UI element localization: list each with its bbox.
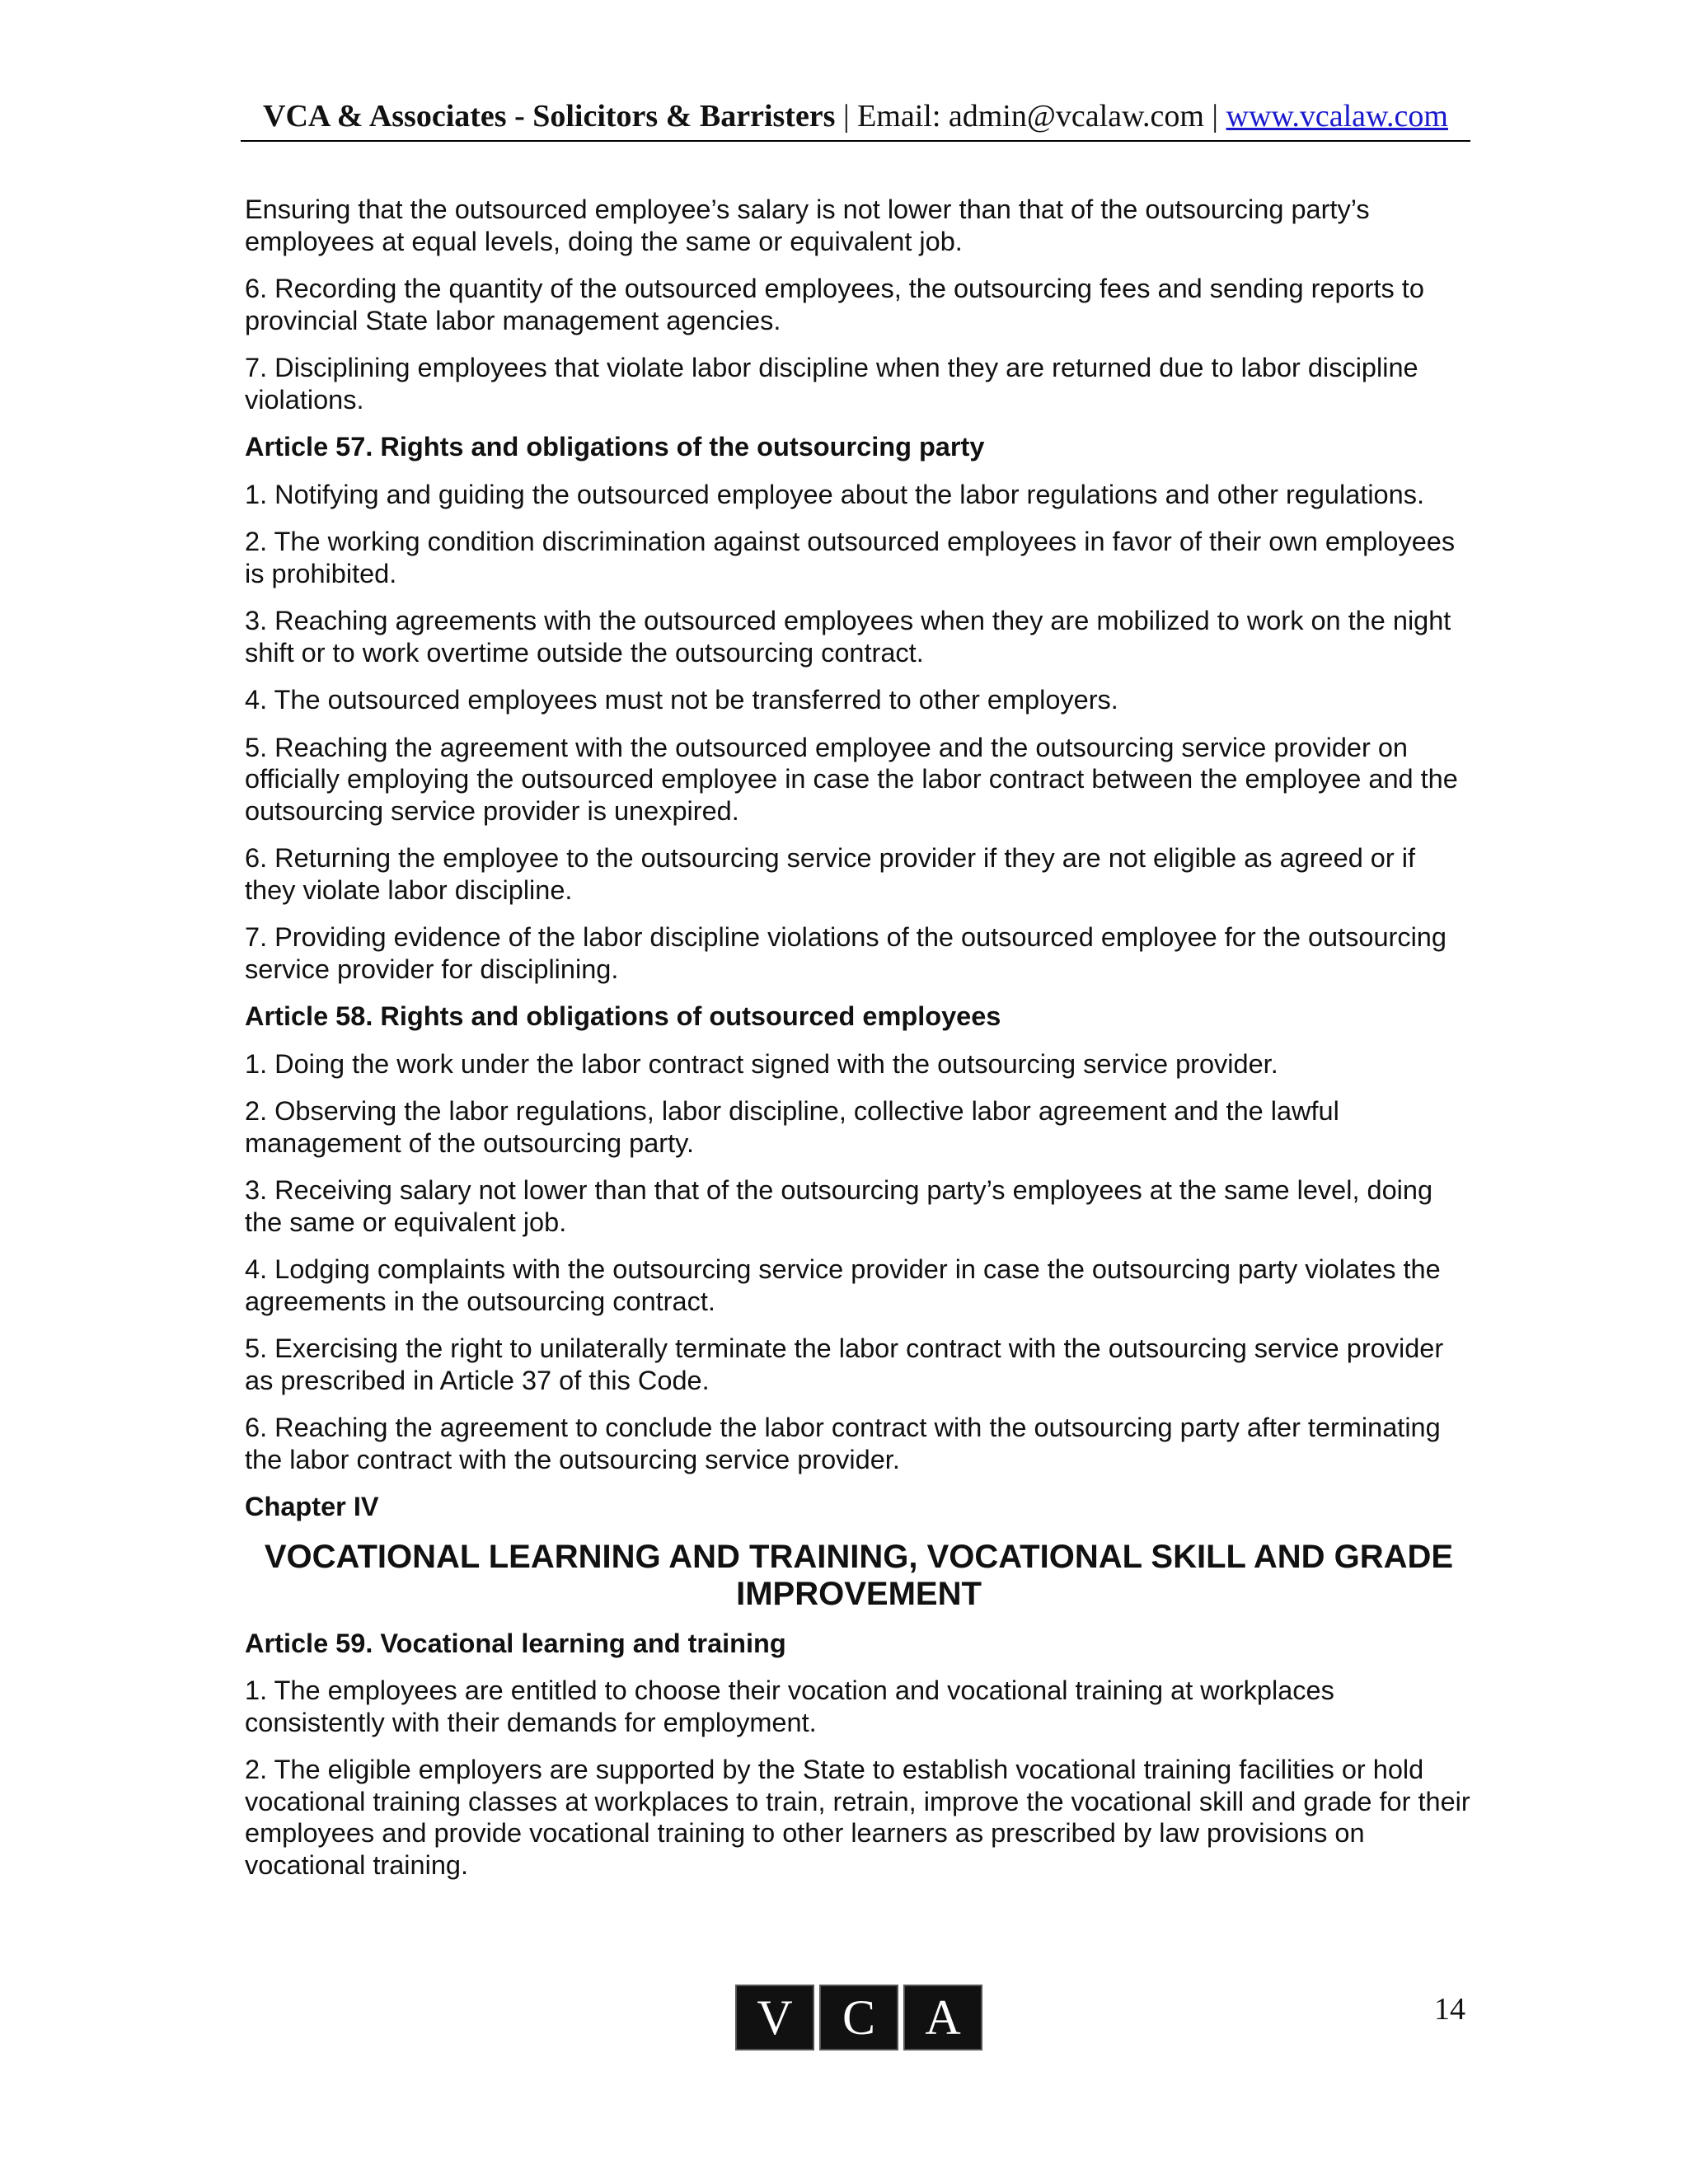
header-separator: | [835,99,858,134]
header-email: Email: admin@vcalaw.com [857,99,1204,134]
article-57-item: 3. Reaching agreements with the outsourced employees when they are mobilized to work on the night shift or to work overtime outside the outsourcing contract. [245,606,1451,668]
paragraph: Ensuring that the outsourced employee’s salary is not lower than that of the outsourcing party’s employees at equal levels, doing the same or equivalent job. [245,194,1370,256]
firm-name: VCA & Associates - Solicitors & Barristers [263,99,836,134]
chapter-title: VOCATIONAL LEARNING AND TRAINING, VOCATIONAL SKILL AND GRADE IMPROVEMENT [264,1538,1454,1612]
article-57-item: 2. The working condition discrimination against outsourced employees in favor of their own employees is prohibited. [245,527,1456,588]
article-57-item: 6. Returning the employee to the outsourcing service provider if they are not eligible as agreed or if they violate labor discipline. [245,843,1415,905]
article-58-item: 6. Reaching the agreement to conclude the labor contract with the outsourcing party after terminating the labor contract with the outsourcing service provider. [245,1413,1441,1474]
article-58-item: 1. Doing the work under the labor contract signed with the outsourcing service provider. [245,1048,1278,1079]
article-57-item: 7. Providing evidence of the labor discipline violations of the outsourced employee for the outsourcing service provider for disciplining. [245,922,1447,984]
article-58-item: 4. Lodging complaints with the outsourcing service provider in case the outsourcing party violates the agreements in the outsourcing contract. [245,1254,1441,1316]
chapter-label: Chapter IV [245,1492,379,1521]
paragraph: 6. Recording the quantity of the outsourced employees, the outsourcing fees and sending reports to provincial State labor management agencies. [245,274,1424,335]
header-separator: | [1203,99,1226,134]
logo-letter: V [735,1985,814,2050]
article-58-item: 5. Exercising the right to unilaterally terminate the labor contract with the outsourcing service provider as prescribed in Article 37 of this Code. [245,1333,1444,1395]
article-59-item: 1. The employees are entitled to choose their vocation and vocational training at workplaces consistently with their demands for employment. [245,1675,1334,1737]
article-59-item: 2. The eligible employers are supported by the State to establish vocational training facilities or hold vocational training classes at workplaces to train, retrain, improve the vocational skill and grade for their employees and provide vocational training to other learners as prescribed by law provisions on vocational training. [245,1755,1470,1880]
vca-logo [735,1985,982,2050]
article-57-item: 4. The outsourced employees must not be transferred to other employers. [245,685,1118,715]
page-number: 14 [1434,1992,1465,2027]
website-link[interactable]: www.vcalaw.com [1226,99,1448,134]
logo-letter: A [903,1985,982,2050]
page-header [241,96,1470,142]
document-body [245,194,1473,1896]
logo-letter: C [819,1985,898,2050]
article-58-heading: Article 58. Rights and obligations of outsourced employees [245,1001,1001,1031]
article-57-item: 1. Notifying and guiding the outsourced employee about the labor regulations and other regulations. [245,479,1424,509]
article-59-heading: Article 59. Vocational learning and training [245,1628,786,1658]
article-58-item: 2. Observing the labor regulations, labor discipline, collective labor agreement and the lawful management of the outsourcing party. [245,1096,1339,1158]
article-57-item: 5. Reaching the agreement with the outsourced employee and the outsourcing service provider on officially employing the outsourced employee in case the labor contract between the employee and the outsourcing service provider is unexpired. [245,732,1458,826]
paragraph: 7. Disciplining employees that violate labor discipline when they are returned due to labor discipline violations. [245,353,1418,415]
article-58-item: 3. Receiving salary not lower than that of the outsourcing party’s employees at the same level, doing the same or equivalent job. [245,1175,1433,1237]
article-57-heading: Article 57. Rights and obligations of the outsourcing party [245,432,985,462]
